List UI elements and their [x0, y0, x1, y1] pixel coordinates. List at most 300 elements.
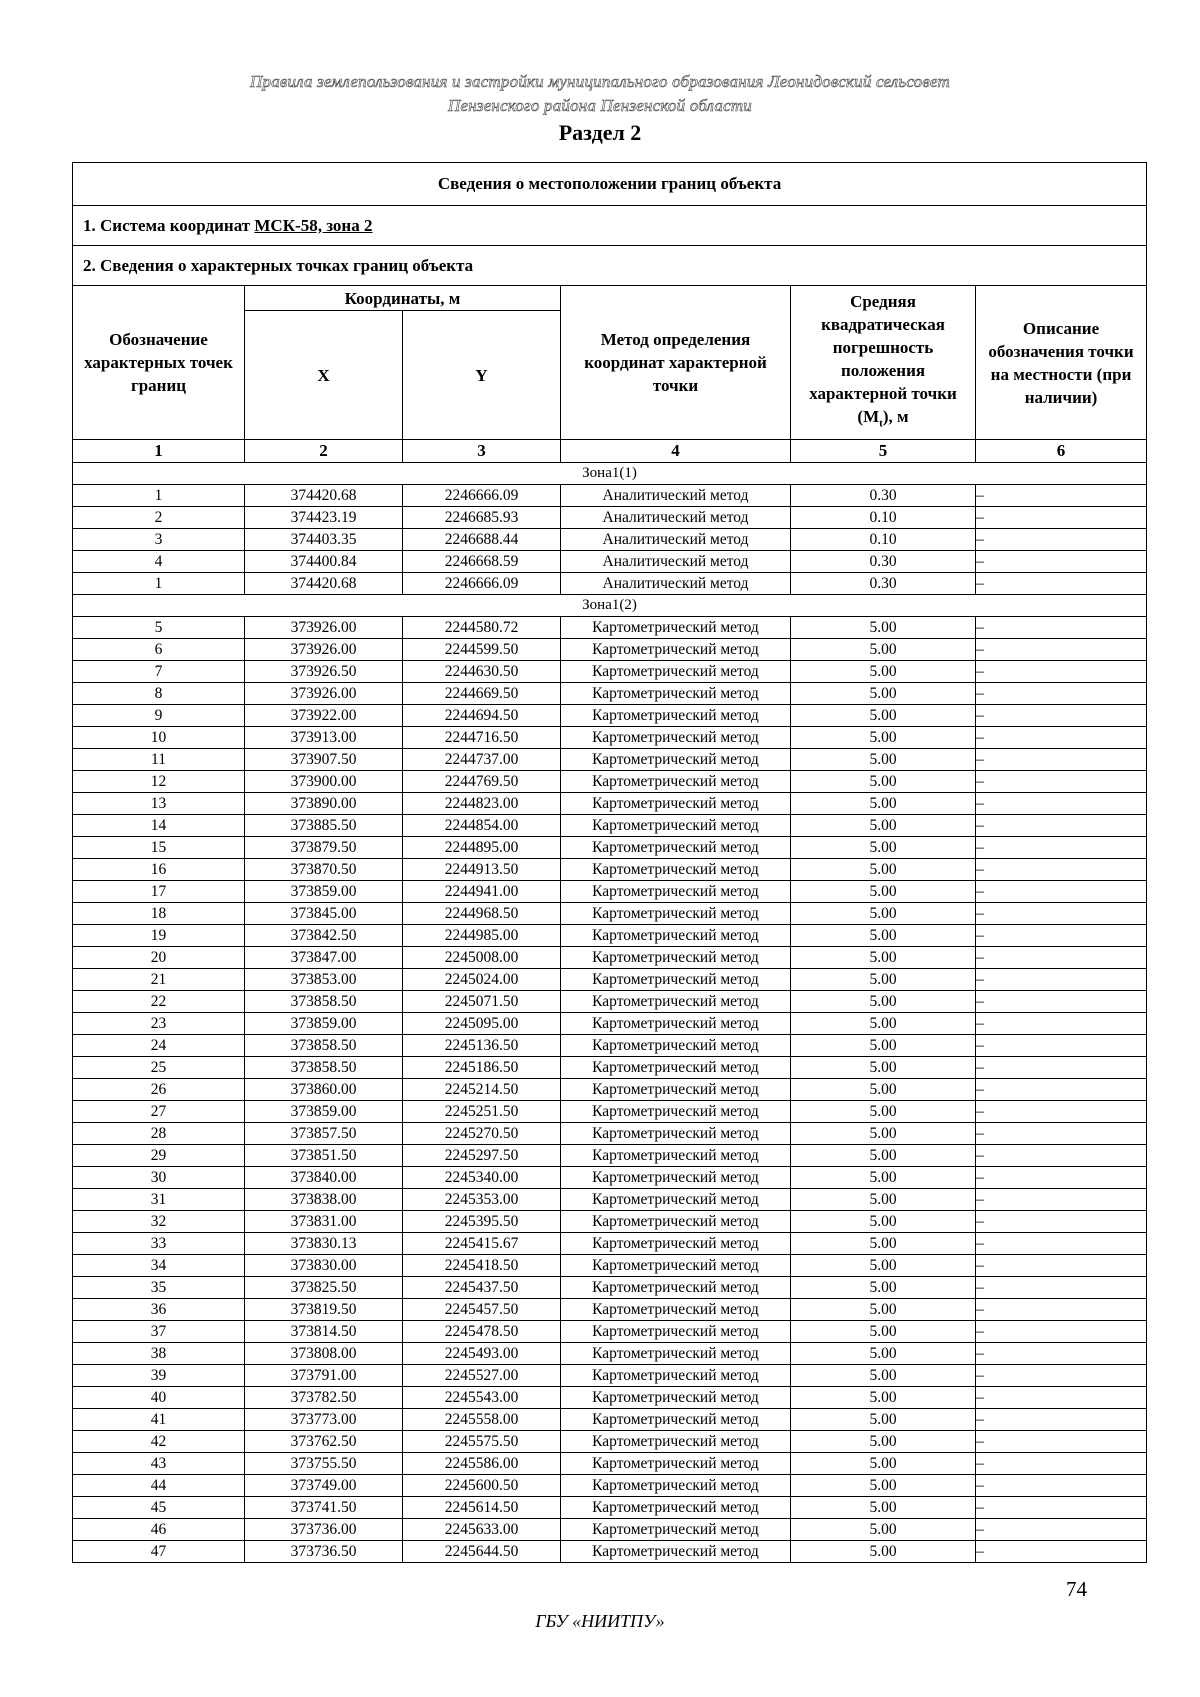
point-number-cell: 46	[73, 1519, 245, 1541]
method-cell: Картометрический метод	[561, 991, 791, 1013]
point-number-cell: 37	[73, 1321, 245, 1343]
description-cell: –	[976, 1387, 1147, 1409]
coord-y-cell: 2245575.50	[403, 1431, 561, 1453]
table-row	[73, 1387, 1147, 1409]
table-row	[73, 1431, 1147, 1453]
coord-x-cell: 373885.50	[245, 815, 403, 837]
page-number: 74	[1066, 1577, 1087, 1601]
coord-x-cell: 373791.00	[245, 1365, 403, 1387]
method-cell: Картометрический метод	[561, 1475, 791, 1497]
description-cell: –	[976, 1365, 1147, 1387]
mean-error-cell: 5.00	[791, 947, 976, 969]
method-cell: Картометрический метод	[561, 1079, 791, 1101]
table-row	[73, 1233, 1147, 1255]
table-row	[73, 815, 1147, 837]
coord-x-cell: 373838.00	[245, 1189, 403, 1211]
mean-error-cell: 5.00	[791, 1541, 976, 1563]
coord-x-cell: 373825.50	[245, 1277, 403, 1299]
coord-y-cell: 2244941.00	[403, 881, 561, 903]
coord-x-cell: 373831.00	[245, 1211, 403, 1233]
point-number-cell: 1	[73, 573, 245, 595]
description-cell: –	[976, 969, 1147, 991]
point-number-cell: 1	[73, 485, 245, 507]
point-number-cell: 33	[73, 1233, 245, 1255]
point-number-cell: 43	[73, 1453, 245, 1475]
mean-error-cell: 5.00	[791, 1189, 976, 1211]
coord-x-cell: 373858.50	[245, 1035, 403, 1057]
coord-y-cell: 2245586.00	[403, 1453, 561, 1475]
mean-error-cell: 5.00	[791, 1211, 976, 1233]
coord-y-cell: 2246668.59	[403, 551, 561, 573]
coord-y-cell: 2245633.00	[403, 1519, 561, 1541]
table-row	[73, 925, 1147, 947]
header-y: Y	[403, 311, 561, 440]
description-cell: –	[976, 1145, 1147, 1167]
method-cell: Картометрический метод	[561, 1277, 791, 1299]
mean-error-cell: 5.00	[791, 903, 976, 925]
method-cell: Картометрический метод	[561, 749, 791, 771]
coord-x-cell: 373819.50	[245, 1299, 403, 1321]
method-cell: Картометрический метод	[561, 881, 791, 903]
description-cell: –	[976, 1255, 1147, 1277]
coord-x-cell: 373907.50	[245, 749, 403, 771]
mean-error-cell: 5.00	[791, 1453, 976, 1475]
coord-y-cell: 2244599.50	[403, 639, 561, 661]
coord-y-cell: 2245644.50	[403, 1541, 561, 1563]
coord-y-cell: 2244716.50	[403, 727, 561, 749]
description-cell: –	[976, 551, 1147, 573]
point-number-cell: 41	[73, 1409, 245, 1431]
description-cell: –	[976, 1299, 1147, 1321]
header-method: Метод определения координат характерной точки	[561, 286, 791, 440]
coord-y-cell: 2245008.00	[403, 947, 561, 969]
point-number-cell: 15	[73, 837, 245, 859]
point-number-cell: 4	[73, 551, 245, 573]
coord-y-cell: 2246688.44	[403, 529, 561, 551]
point-number-cell: 38	[73, 1343, 245, 1365]
coord-x-cell: 373853.00	[245, 969, 403, 991]
mean-error-cell: 5.00	[791, 925, 976, 947]
column-numbers-row	[73, 440, 1147, 463]
coord-x-cell: 373859.00	[245, 881, 403, 903]
table-row	[73, 529, 1147, 551]
coord-y-cell: 2245297.50	[403, 1145, 561, 1167]
description-cell: –	[976, 661, 1147, 683]
header-mean-error-unit: ), м	[882, 406, 909, 426]
mean-error-cell: 5.00	[791, 1519, 976, 1541]
description-cell: –	[976, 749, 1147, 771]
column-number: 6	[976, 440, 1147, 463]
zone-label: Зона1(1)	[73, 463, 1147, 485]
table-row	[73, 749, 1147, 771]
description-cell: –	[976, 1497, 1147, 1519]
coord-y-cell: 2245457.50	[403, 1299, 561, 1321]
method-cell: Картометрический метод	[561, 1497, 791, 1519]
method-cell: Картометрический метод	[561, 947, 791, 969]
description-cell: –	[976, 705, 1147, 727]
method-cell: Картометрический метод	[561, 1057, 791, 1079]
coord-x-cell: 373808.00	[245, 1343, 403, 1365]
coord-system-label: 1. Система координат	[83, 215, 255, 235]
table-row	[73, 771, 1147, 793]
description-cell: –	[976, 1321, 1147, 1343]
method-cell: Картометрический метод	[561, 1387, 791, 1409]
mean-error-cell: 0.30	[791, 485, 976, 507]
mean-error-cell: 5.00	[791, 859, 976, 881]
method-cell: Картометрический метод	[561, 1145, 791, 1167]
footer-organization: ГБУ «НИИТПУ»	[535, 1611, 665, 1631]
mean-error-cell: 5.00	[791, 1123, 976, 1145]
description-cell: –	[976, 1123, 1147, 1145]
table-row	[73, 1255, 1147, 1277]
description-cell: –	[976, 1167, 1147, 1189]
coord-y-cell: 2244580.72	[403, 617, 561, 639]
point-number-cell: 2	[73, 507, 245, 529]
table-row	[73, 705, 1147, 727]
description-cell: –	[976, 991, 1147, 1013]
table-row	[73, 639, 1147, 661]
point-number-cell: 42	[73, 1431, 245, 1453]
mean-error-cell: 5.00	[791, 661, 976, 683]
point-number-cell: 7	[73, 661, 245, 683]
point-number-cell: 18	[73, 903, 245, 925]
table-row	[73, 969, 1147, 991]
table-row	[73, 947, 1147, 969]
coord-y-cell: 2245186.50	[403, 1057, 561, 1079]
table-row	[73, 1321, 1147, 1343]
coord-y-cell: 2246685.93	[403, 507, 561, 529]
point-number-cell: 31	[73, 1189, 245, 1211]
description-cell: –	[976, 1453, 1147, 1475]
table-row	[73, 1189, 1147, 1211]
description-cell: –	[976, 859, 1147, 881]
mean-error-cell: 5.00	[791, 727, 976, 749]
method-cell: Аналитический метод	[561, 573, 791, 595]
table-row	[73, 1343, 1147, 1365]
mean-error-cell: 0.10	[791, 507, 976, 529]
coord-y-cell: 2245251.50	[403, 1101, 561, 1123]
point-number-cell: 40	[73, 1387, 245, 1409]
coord-x-cell: 373842.50	[245, 925, 403, 947]
coord-y-cell: 2245527.00	[403, 1365, 561, 1387]
table-row	[73, 793, 1147, 815]
point-number-cell: 11	[73, 749, 245, 771]
zone-row	[73, 595, 1147, 617]
table-row	[73, 1453, 1147, 1475]
table-row	[73, 617, 1147, 639]
coord-x-cell: 373879.50	[245, 837, 403, 859]
coord-x-cell: 373782.50	[245, 1387, 403, 1409]
point-number-cell: 27	[73, 1101, 245, 1123]
mean-error-cell: 5.00	[791, 1299, 976, 1321]
mean-error-cell: 5.00	[791, 991, 976, 1013]
coord-y-cell: 2245600.50	[403, 1475, 561, 1497]
method-cell: Картометрический метод	[561, 859, 791, 881]
method-cell: Картометрический метод	[561, 1365, 791, 1387]
description-cell: –	[976, 529, 1147, 551]
description-cell: –	[976, 1409, 1147, 1431]
table-row	[73, 881, 1147, 903]
mean-error-cell: 5.00	[791, 815, 976, 837]
mean-error-cell: 5.00	[791, 1145, 976, 1167]
mean-error-cell: 5.00	[791, 1497, 976, 1519]
mean-error-cell: 5.00	[791, 683, 976, 705]
coord-system-row	[73, 206, 1147, 246]
point-number-cell: 6	[73, 639, 245, 661]
table-row	[73, 1409, 1147, 1431]
method-cell: Картометрический метод	[561, 771, 791, 793]
description-cell: –	[976, 1013, 1147, 1035]
mean-error-cell: 5.00	[791, 1431, 976, 1453]
coord-x-cell: 373926.00	[245, 617, 403, 639]
mean-error-cell: 5.00	[791, 1321, 976, 1343]
coord-y-cell: 2244895.00	[403, 837, 561, 859]
coord-x-cell: 373900.00	[245, 771, 403, 793]
point-number-cell: 39	[73, 1365, 245, 1387]
coord-y-cell: 2244968.50	[403, 903, 561, 925]
coord-x-cell: 373830.13	[245, 1233, 403, 1255]
mean-error-cell: 5.00	[791, 837, 976, 859]
method-cell: Картометрический метод	[561, 837, 791, 859]
mean-error-cell: 0.30	[791, 573, 976, 595]
coord-y-cell: 2244985.00	[403, 925, 561, 947]
mean-error-cell: 5.00	[791, 1475, 976, 1497]
table-row	[73, 727, 1147, 749]
point-number-cell: 22	[73, 991, 245, 1013]
mean-error-cell: 5.00	[791, 1343, 976, 1365]
point-number-cell: 36	[73, 1299, 245, 1321]
point-number-cell: 10	[73, 727, 245, 749]
table-row	[73, 1035, 1147, 1057]
mean-error-cell: 5.00	[791, 749, 976, 771]
coord-x-cell: 373926.50	[245, 661, 403, 683]
mean-error-cell: 5.00	[791, 705, 976, 727]
description-cell: –	[976, 1277, 1147, 1299]
coord-x-cell: 373814.50	[245, 1321, 403, 1343]
method-cell: Картометрический метод	[561, 1123, 791, 1145]
method-cell: Аналитический метод	[561, 551, 791, 573]
table-row	[73, 551, 1147, 573]
coord-y-cell: 2245024.00	[403, 969, 561, 991]
coord-x-cell: 373926.00	[245, 683, 403, 705]
coord-x-cell: 373755.50	[245, 1453, 403, 1475]
coord-x-cell: 374403.35	[245, 529, 403, 551]
mean-error-cell: 5.00	[791, 1277, 976, 1299]
coord-x-cell: 373736.00	[245, 1519, 403, 1541]
point-number-cell: 45	[73, 1497, 245, 1519]
description-cell: –	[976, 727, 1147, 749]
description-cell: –	[976, 507, 1147, 529]
table-row	[73, 903, 1147, 925]
coord-y-cell: 2245558.00	[403, 1409, 561, 1431]
column-number: 4	[561, 440, 791, 463]
description-cell: –	[976, 903, 1147, 925]
point-number-cell: 26	[73, 1079, 245, 1101]
table-title: Сведения о местоположении границ объекта	[73, 163, 1147, 206]
point-number-cell: 5	[73, 617, 245, 639]
point-number-cell: 28	[73, 1123, 245, 1145]
table-row	[73, 661, 1147, 683]
point-number-cell: 13	[73, 793, 245, 815]
coord-x-cell: 374400.84	[245, 551, 403, 573]
mean-error-cell: 5.00	[791, 1101, 976, 1123]
coord-x-cell: 374420.68	[245, 573, 403, 595]
mean-error-cell: 5.00	[791, 969, 976, 991]
method-cell: Картометрический метод	[561, 903, 791, 925]
point-number-cell: 35	[73, 1277, 245, 1299]
method-cell: Картометрический метод	[561, 1519, 791, 1541]
method-cell: Картометрический метод	[561, 1541, 791, 1563]
coord-x-cell: 373926.00	[245, 639, 403, 661]
table-row	[73, 991, 1147, 1013]
points-section-title: 2. Сведения о характерных точках границ объекта	[73, 246, 1147, 286]
coord-x-cell: 373858.50	[245, 1057, 403, 1079]
mean-error-cell: 5.00	[791, 1035, 976, 1057]
table-row	[73, 485, 1147, 507]
method-cell: Картометрический метод	[561, 705, 791, 727]
mean-error-cell: 5.00	[791, 1365, 976, 1387]
coord-y-cell: 2245478.50	[403, 1321, 561, 1343]
mean-error-cell: 5.00	[791, 1057, 976, 1079]
coord-x-cell: 373749.00	[245, 1475, 403, 1497]
header-x: X	[245, 311, 403, 440]
method-cell: Картометрический метод	[561, 1255, 791, 1277]
method-cell: Картометрический метод	[561, 925, 791, 947]
coord-x-cell: 373847.00	[245, 947, 403, 969]
coord-x-cell: 373858.50	[245, 991, 403, 1013]
point-number-cell: 32	[73, 1211, 245, 1233]
header-mean-error-text: Средняя квадратическая погрешность положения характерной точки (M	[809, 291, 957, 426]
header-mean-error	[791, 286, 976, 440]
method-cell: Картометрический метод	[561, 969, 791, 991]
mean-error-cell: 5.00	[791, 1409, 976, 1431]
coord-y-cell: 2245340.00	[403, 1167, 561, 1189]
mean-error-cell: 5.00	[791, 1387, 976, 1409]
point-number-cell: 14	[73, 815, 245, 837]
coord-x-cell: 373857.50	[245, 1123, 403, 1145]
mean-error-cell: 5.00	[791, 1167, 976, 1189]
coord-x-cell: 373840.00	[245, 1167, 403, 1189]
table-row	[73, 1475, 1147, 1497]
coord-y-cell: 2246666.09	[403, 573, 561, 595]
coord-y-cell: 2245095.00	[403, 1013, 561, 1035]
method-cell: Аналитический метод	[561, 485, 791, 507]
method-cell: Картометрический метод	[561, 1211, 791, 1233]
description-cell: –	[976, 837, 1147, 859]
description-cell: –	[976, 639, 1147, 661]
point-number-cell: 25	[73, 1057, 245, 1079]
mean-error-cell: 5.00	[791, 1233, 976, 1255]
description-cell: –	[976, 683, 1147, 705]
description-cell: –	[976, 617, 1147, 639]
point-number-cell: 16	[73, 859, 245, 881]
coord-x-cell: 373870.50	[245, 859, 403, 881]
mean-error-cell: 5.00	[791, 1255, 976, 1277]
method-cell: Картометрический метод	[561, 1035, 791, 1057]
table-row	[73, 1277, 1147, 1299]
coord-y-cell: 2245437.50	[403, 1277, 561, 1299]
coord-x-cell: 373890.00	[245, 793, 403, 815]
coord-y-cell: 2245418.50	[403, 1255, 561, 1277]
method-cell: Картометрический метод	[561, 1299, 791, 1321]
description-cell: –	[976, 815, 1147, 837]
description-cell: –	[976, 1541, 1147, 1563]
point-number-cell: 19	[73, 925, 245, 947]
table-row	[73, 1013, 1147, 1035]
coord-y-cell: 2245415.67	[403, 1233, 561, 1255]
table-row	[73, 507, 1147, 529]
header-point-designation: Обозначение характерных точек границ	[73, 286, 245, 440]
coord-x-cell: 373859.00	[245, 1013, 403, 1035]
table-row	[73, 1079, 1147, 1101]
column-number: 1	[73, 440, 245, 463]
coord-x-cell: 373913.00	[245, 727, 403, 749]
coord-y-cell: 2244737.00	[403, 749, 561, 771]
document-header-line-2: Пензенского района Пензенской области	[448, 96, 752, 115]
coord-x-cell: 373859.00	[245, 1101, 403, 1123]
coord-y-cell: 2245071.50	[403, 991, 561, 1013]
coord-y-cell: 2244854.00	[403, 815, 561, 837]
coord-y-cell: 2245614.50	[403, 1497, 561, 1519]
method-cell: Картометрический метод	[561, 815, 791, 837]
table-row	[73, 1497, 1147, 1519]
point-number-cell: 20	[73, 947, 245, 969]
coord-y-cell: 2244630.50	[403, 661, 561, 683]
coord-y-cell: 2244769.50	[403, 771, 561, 793]
mean-error-cell: 5.00	[791, 793, 976, 815]
coord-x-cell: 373736.50	[245, 1541, 403, 1563]
table-row	[73, 1365, 1147, 1387]
coord-y-cell: 2244694.50	[403, 705, 561, 727]
coord-x-cell: 373773.00	[245, 1409, 403, 1431]
header-description: Описание обозначения точки на местности (при наличии)	[976, 286, 1147, 440]
header-mean-error-subscript: t	[879, 417, 883, 430]
column-number: 5	[791, 440, 976, 463]
point-number-cell: 12	[73, 771, 245, 793]
method-cell: Картометрический метод	[561, 1189, 791, 1211]
description-cell: –	[976, 771, 1147, 793]
description-cell: –	[976, 485, 1147, 507]
point-number-cell: 44	[73, 1475, 245, 1497]
coord-y-cell: 2244913.50	[403, 859, 561, 881]
method-cell: Картометрический метод	[561, 1101, 791, 1123]
point-number-cell: 30	[73, 1167, 245, 1189]
section-title: Раздел 2	[558, 120, 642, 145]
table-row	[73, 1541, 1147, 1563]
points-table-body	[73, 463, 1147, 1563]
coord-x-cell: 373851.50	[245, 1145, 403, 1167]
coord-y-cell: 2246666.09	[403, 485, 561, 507]
point-number-cell: 24	[73, 1035, 245, 1057]
description-cell: –	[976, 947, 1147, 969]
method-cell: Аналитический метод	[561, 529, 791, 551]
coord-y-cell: 2244669.50	[403, 683, 561, 705]
description-cell: –	[976, 881, 1147, 903]
point-number-cell: 47	[73, 1541, 245, 1563]
coord-x-cell: 374420.68	[245, 485, 403, 507]
zone-row	[73, 463, 1147, 485]
boundary-points-table	[72, 162, 1147, 1563]
point-number-cell: 17	[73, 881, 245, 903]
coord-x-cell: 373830.00	[245, 1255, 403, 1277]
method-cell: Картометрический метод	[561, 661, 791, 683]
point-number-cell: 9	[73, 705, 245, 727]
table-row	[73, 837, 1147, 859]
mean-error-cell: 0.30	[791, 551, 976, 573]
mean-error-cell: 5.00	[791, 1013, 976, 1035]
table-row	[73, 573, 1147, 595]
method-cell: Аналитический метод	[561, 507, 791, 529]
